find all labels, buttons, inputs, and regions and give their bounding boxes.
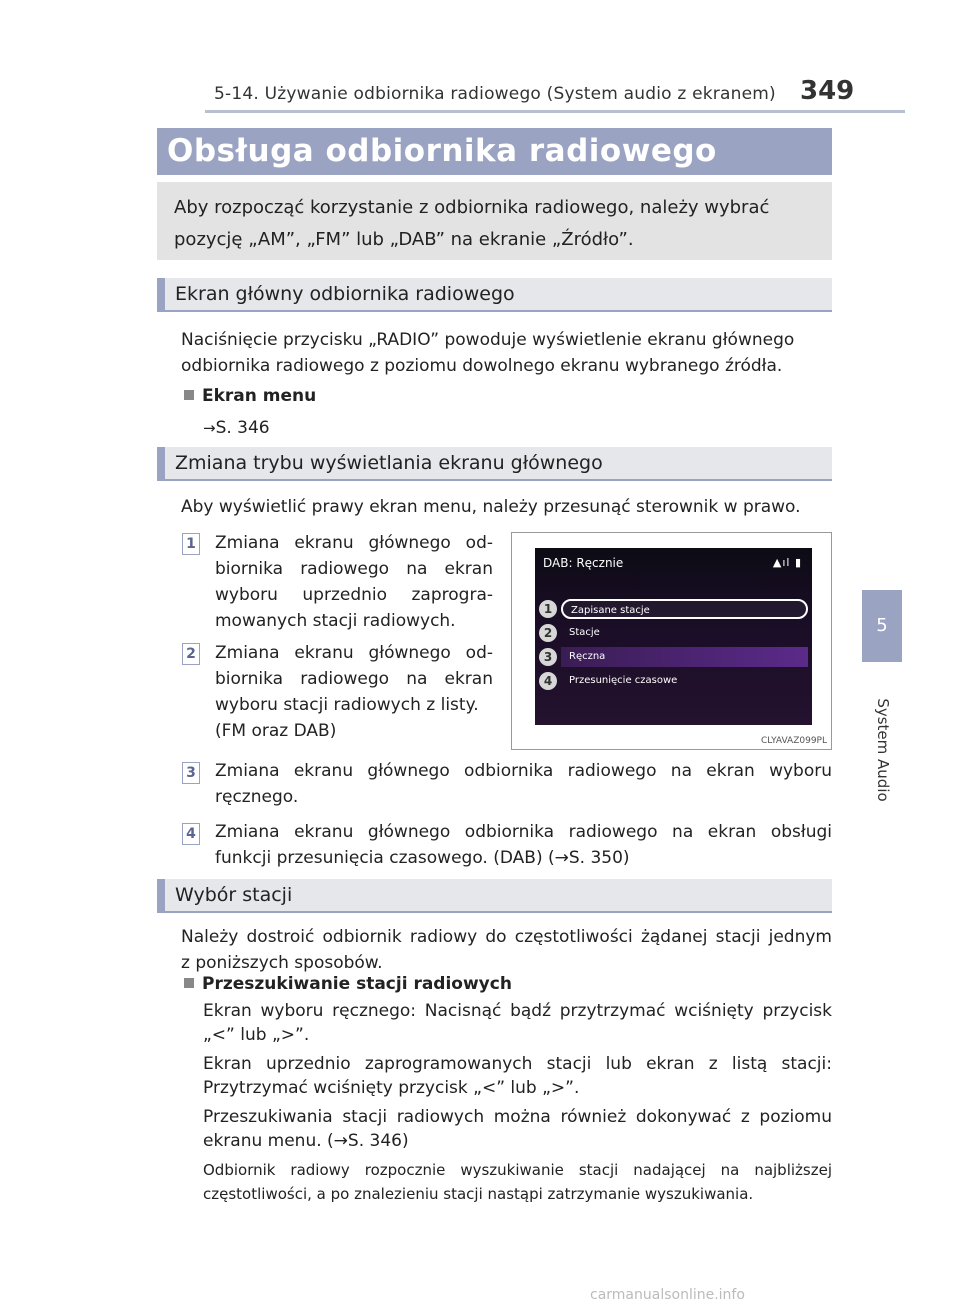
screen-item-number: 3 [539,648,557,666]
section3-line-1: Należy dostroić odbiornik radiowy do częstotliwości żądanej stacji jednym [181,927,832,947]
item-line: mowanych stacji radiowych. [215,611,456,631]
radio-screen-figure [511,532,832,750]
description-line: Przeszukiwania stacji radiowych można również dokonywać z poziomu [203,1107,832,1127]
square-bullet-icon [184,978,194,988]
list-item [215,640,493,744]
description-line: „<” lub „>”. [203,1024,310,1045]
bullet-menu-screen [184,386,316,406]
intro-line-1: Aby rozpocząć korzystanie z odbiornika radiowego, należy wybrać [174,197,770,218]
item-line: biornika radiowego na ekran [215,559,493,579]
bullet-station-search [184,974,512,994]
item-line: (FM oraz DAB) [215,721,337,741]
screen-item-manual[interactable]: Ręczna [561,647,808,667]
section1-paragraph [181,327,832,379]
description-line: częstotliwości, a po znalezieniu stacji nastąpi zatrzymanie wyszukiwania. [203,1184,754,1203]
square-bullet-icon [184,390,194,400]
page-reference-text: S. 346 [215,418,270,438]
description-line: Przytrzymać wciśnięty przycisk „<” lub „>”. [203,1077,580,1098]
bullet-label: Przeszukiwanie stacji radiowych [202,974,512,994]
section1-line-1: Naciśnięcie przycisku „RADIO” powoduje wyświetlenie ekranu głównego [181,330,795,350]
item-number-icon: 2 [182,643,200,665]
page-title: Obsługa odbiornika radiowego [157,128,832,175]
screen-item-number: 1 [539,600,557,618]
item-number-icon: 3 [182,762,200,784]
signal-battery-icon: ▲ıl ▮ [772,556,802,569]
screen-item-number: 4 [539,672,557,690]
item-number-icon: 4 [182,823,200,845]
arrow-right-icon: → [203,419,216,437]
description-line: ekranu menu. (→S. 346) [203,1130,409,1151]
intro-box [157,182,832,260]
section3-line-2: z poniższych sposobów. [181,953,383,973]
section-heading-main-screen: Ekran główny odbiornika radiowego [157,278,832,312]
description-line: Odbiornik radiowy rozpocznie wyszukiwanie stacji nadającej na najbliższej [203,1161,832,1179]
chapter-label [848,690,918,810]
section-heading-display-mode: Zmiana trybu wyświetlania ekranu głównego [157,447,832,481]
chapter-title: 5-14. Używanie odbiornika radiowego (System audio z ekranem) [214,84,776,104]
description-line: Ekran uprzednio zaprogramowanych stacji lub ekran z listą stacji: [203,1054,832,1074]
screen-title: DAB: Ręcznie [543,556,624,570]
item-line: wyboru uprzednio zaprogra- [215,585,493,605]
screen-item-saved-stations[interactable]: Zapisane stacje [561,599,808,619]
chapter-tab: 5 [862,590,902,662]
intro-line-2: pozycję „AM”, „FM” lub „DAB” na ekranie „Źródło”. [174,229,634,250]
screen-item-time-shift[interactable]: Przesunięcie czasowe [569,675,678,686]
item-line: wyboru stacji radiowych z listy. [215,695,479,715]
item-line: Zmiana ekranu głównego od- [215,643,493,663]
screen-item-number: 2 [539,624,557,642]
page-number: 349 [800,76,855,106]
image-code: CLYAVAZ099PL [760,736,827,746]
item-number-icon: 1 [182,533,200,555]
section2-paragraph: Aby wyświetlić prawy ekran menu, należy przesunąć sterownik w prawo. [181,497,801,517]
item-line: funkcji przesunięcia czasowego. (DAB) (→S. 350) [215,848,630,868]
radio-screen [535,548,812,725]
list-item [215,819,832,871]
page-reference[interactable] [203,415,270,441]
item-line: Zmiana ekranu głównego od- [215,533,493,553]
bullet-label: Ekran menu [202,386,317,406]
screen-item-stations[interactable]: Stacje [569,627,600,638]
station-search-description [203,1000,832,1206]
list-item [215,530,493,634]
chapter-label-text: System Audio [874,698,892,802]
list-item [215,758,832,810]
section3-paragraph [181,924,832,976]
item-line: Zmiana ekranu głównego odbiornika radiowego na ekran obsługi [215,822,832,842]
item-line: ręcznego. [215,787,299,807]
watermark: carmanualsonline.info [590,1287,745,1303]
description-line: Ekran wyboru ręcznego: Nacisnąć bądź przytrzymać wciśnięty przycisk [203,1001,832,1021]
header-rule [205,110,905,113]
section-heading-station-select: Wybór stacji [157,879,832,913]
item-line: Zmiana ekranu głównego odbiornika radiowego na ekran wyboru [215,761,832,781]
section1-line-2: odbiornika radiowego z poziomu dowolnego ekranu wybranego źródła. [181,356,783,376]
item-line: biornika radiowego na ekran [215,669,493,689]
